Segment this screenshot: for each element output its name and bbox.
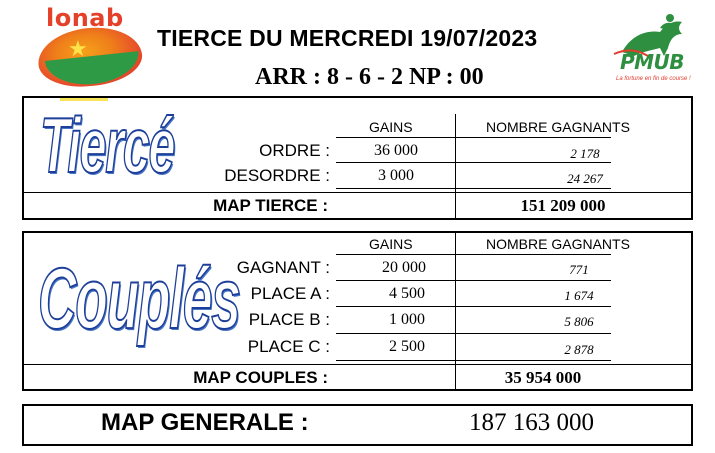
tierce-ordre-gains: 36 000 xyxy=(374,142,418,159)
tierce-row-line xyxy=(336,188,611,189)
couples-gagnant-winners: 771 xyxy=(569,262,589,277)
couples-row-line xyxy=(336,333,611,334)
couples-header-underline xyxy=(336,254,611,255)
tierce-ordre-label: ORDRE : xyxy=(259,141,330,160)
couples-row-line xyxy=(336,280,611,281)
tierce-desordre-gains: 3 000 xyxy=(378,167,414,184)
tierce-desordre-label: DESORDRE : xyxy=(224,166,330,185)
map-tierce-value: 151 209 000 xyxy=(520,196,606,215)
couples-place-a-gains: 4 500 xyxy=(389,285,425,302)
tierce-banner: Tiercé xyxy=(40,101,175,189)
tierce-ordre-winners: 2 178 xyxy=(570,146,600,161)
couples-gagnant-gains: 20 000 xyxy=(382,259,426,276)
tierce-gains-header: GAINS xyxy=(369,119,413,135)
couples-place-b-winners: 5 806 xyxy=(564,314,594,329)
pmub-logo-text: PMUB xyxy=(620,50,685,74)
arrival-result: ARR : 8 - 6 - 2 NP : 00 xyxy=(255,64,484,90)
tierce-winners-header: NOMBRE GAGNANTS xyxy=(486,119,630,135)
tierce-row-line xyxy=(336,162,611,163)
map-couples-value: 35 954 000 xyxy=(504,368,582,387)
pmub-slogan: La fortune en fin de course ! xyxy=(616,76,691,82)
map-generale-value: 187 163 000 xyxy=(469,409,594,436)
couples-place-c-label: PLACE C : xyxy=(247,337,330,356)
couples-place-b-label: PLACE B : xyxy=(248,310,330,329)
tierce-divider xyxy=(23,192,692,193)
map-tierce-label: MAP TIERCE : xyxy=(213,196,328,215)
couples-place-c-winners: 2 878 xyxy=(564,342,594,357)
tierce-header-underline xyxy=(336,137,611,138)
lonab-logo-text: lonab xyxy=(46,4,124,32)
couples-place-a-label: PLACE A : xyxy=(250,284,330,303)
map-generale-label: MAP GENERALE : xyxy=(101,409,309,436)
lonab-star-icon: ★ xyxy=(68,36,88,61)
couples-place-b-gains: 1 000 xyxy=(389,311,425,328)
tierce-col-divider xyxy=(455,114,456,218)
couples-gains-header: GAINS xyxy=(369,236,413,252)
couples-banner: Couplés xyxy=(38,251,240,347)
couples-place-c-gains: 2 500 xyxy=(389,338,425,355)
couples-place-a-winners: 1 674 xyxy=(564,288,594,303)
couples-divider xyxy=(23,364,692,365)
couples-gagnant-label: GAGNANT : xyxy=(236,258,330,277)
couples-row-line xyxy=(336,306,611,307)
couples-winners-header: NOMBRE GAGNANTS xyxy=(486,236,630,252)
map-couples-label: MAP COUPLES : xyxy=(193,368,328,387)
page-title: TIERCE DU MERCREDI 19/07/2023 xyxy=(157,25,538,51)
couples-row-line xyxy=(336,360,611,361)
tierce-desordre-winners: 24 267 xyxy=(567,171,603,186)
